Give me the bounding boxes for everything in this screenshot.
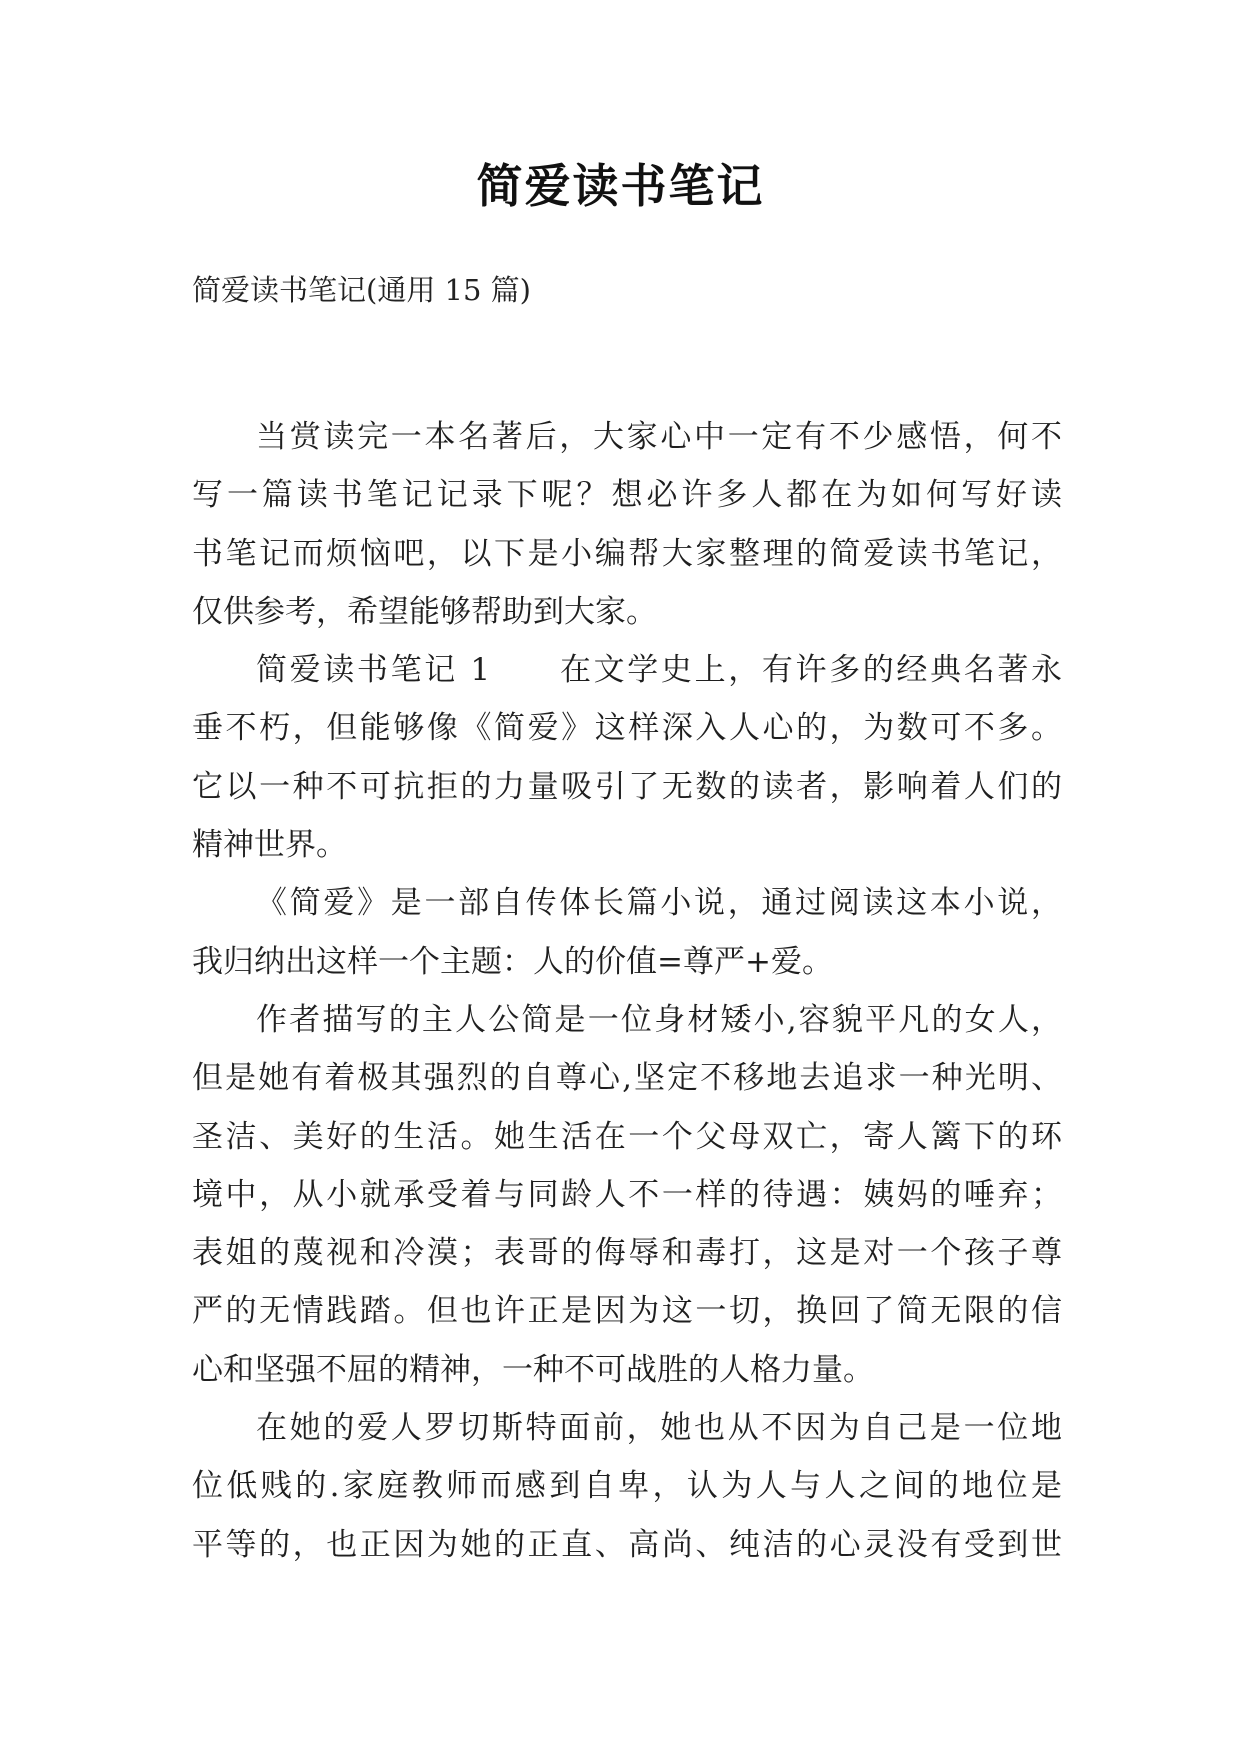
text-line: 平等的，也正因为她的正直、高尚、纯洁的心灵没有受到世 (192, 1526, 1062, 1563)
text-line: 作者描写的主人公简是一位身材矮小,容貌平凡的女人， (256, 1001, 1062, 1038)
document-subtitle: 简爱读书笔记(通用 15 篇) (192, 273, 531, 307)
text-line: 简爱读书笔记 1 在文学史上，有许多的经典名著永 (256, 652, 1062, 689)
text-line: 心和坚强不屈的精神，一种不可战胜的人格力量。 (192, 1351, 874, 1388)
text-line: 写一篇读书笔记记录下呢？想必许多人都在为如何写好读 (192, 477, 1062, 514)
text-line: 在她的爱人罗切斯特面前，她也从不因为自己是一位地 (256, 1410, 1062, 1447)
text-line: 但是她有着极其强烈的自尊心,坚定不移地去追求一种光明、 (192, 1060, 1062, 1097)
text-line: 境中，从小就承受着与同龄人不一样的待遇：姨妈的唾弃； (192, 1176, 1062, 1213)
text-line: 当赏读完一本名著后，大家心中一定有不少感悟，何不 (256, 419, 1062, 455)
text-line: 书笔记而烦恼吧，以下是小编帮大家整理的简爱读书笔记， (192, 535, 1062, 572)
text-line: 严的无情践踏。但也许正是因为这一切，换回了简无限的信 (192, 1293, 1062, 1330)
text-line: 它以一种不可抗拒的力量吸引了无数的读者，影响着人们的 (192, 768, 1062, 805)
text-line: 圣洁、美好的生活。她生活在一个父母双亡，寄人篱下的环 (192, 1118, 1062, 1155)
body-text (192, 408, 1062, 1574)
text-line: 表姐的蔑视和冷漠；表哥的侮辱和毒打，这是对一个孩子尊 (192, 1235, 1062, 1272)
text-line: 垂不朽，但能够像《简爱》这样深入人心的，为数可不多。 (192, 710, 1062, 747)
text-line: 位低贱的.家庭教师而感到自卑，认为人与人之间的地位是 (192, 1468, 1062, 1505)
text-line: 仅供参考，希望能够帮助到大家。 (192, 593, 657, 630)
text-line: 我归纳出这样一个主题：人的价值=尊严+爱。 (192, 943, 833, 980)
text-line: 《简爱》是一部自传体长篇小说，通过阅读这本小说， (256, 885, 1062, 922)
text-line: 精神世界。 (192, 827, 347, 864)
document-title: 简爱读书笔记 (476, 159, 765, 213)
